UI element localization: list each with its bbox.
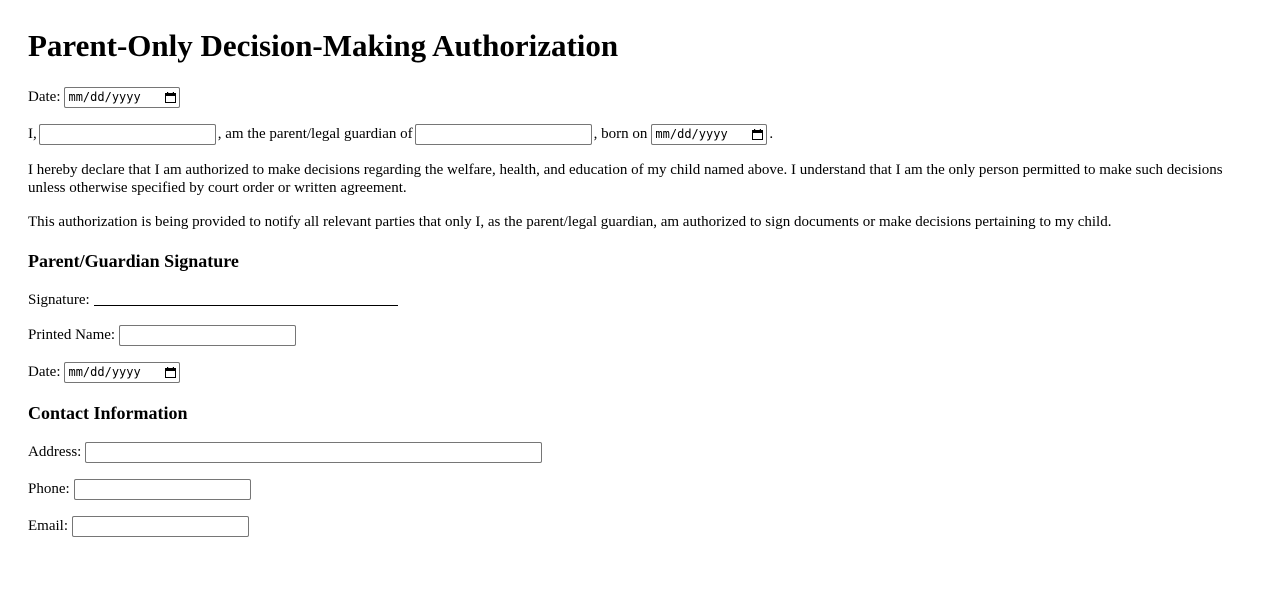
child-birthdate-picker[interactable] xyxy=(651,124,767,145)
declaration-row xyxy=(28,123,773,145)
printed-name-input[interactable] xyxy=(119,325,296,346)
parent-name-input[interactable] xyxy=(39,124,216,145)
email-row xyxy=(28,515,251,537)
declaration-middle-text: , am the parent/legal guardian of xyxy=(217,126,413,142)
date-label: Date: xyxy=(28,89,61,105)
address-label: Address: xyxy=(28,444,82,460)
signature-date-placeholder: mm/dd/yyyy xyxy=(68,365,141,379)
date-row xyxy=(28,86,182,108)
phone-row xyxy=(28,478,253,500)
signature-section-heading: Parent/Guardian Signature xyxy=(28,251,239,271)
phone-label: Phone: xyxy=(28,481,70,497)
born-on-text: , born on xyxy=(593,126,648,142)
email-label: Email: xyxy=(28,518,68,534)
address-row xyxy=(28,441,544,463)
email-input[interactable] xyxy=(72,516,249,537)
signature-date-picker[interactable] xyxy=(64,362,180,383)
date-picker[interactable] xyxy=(64,87,180,108)
contact-section-heading: Contact Information xyxy=(28,403,188,423)
calendar-icon[interactable] xyxy=(165,367,176,378)
notification-paragraph: This authorization is being provided to notify all relevant parties that only I, as the parent/legal guardian, am authorized to sign documents or make decisions pertaining to my child. xyxy=(28,214,1112,230)
signature-date-row xyxy=(28,361,182,383)
declaration-prefix: I, xyxy=(28,126,37,142)
phone-input[interactable] xyxy=(74,479,251,500)
declaration-suffix: . xyxy=(769,126,774,142)
birthdate-placeholder: mm/dd/yyyy xyxy=(655,127,728,141)
signature-label: Signature: xyxy=(28,292,90,308)
declaration-paragraph: I hereby declare that I am authorized to make decisions regarding the welfare, health, and education of my child named above. I understand that I am the only person permitted to make such decisions unless otherwise specified by court order or written agreement. xyxy=(28,162,1223,196)
signature-line[interactable] xyxy=(94,291,398,306)
address-input[interactable] xyxy=(85,442,542,463)
child-name-input[interactable] xyxy=(415,124,592,145)
calendar-icon[interactable] xyxy=(752,129,763,140)
signature-date-label: Date: xyxy=(28,364,61,380)
printed-name-label: Printed Name: xyxy=(28,327,116,343)
signature-row xyxy=(28,289,398,311)
page-title: Parent-Only Decision-Making Authorization xyxy=(28,28,619,63)
date-placeholder: mm/dd/yyyy xyxy=(68,90,141,104)
printed-name-row xyxy=(28,324,298,346)
calendar-icon[interactable] xyxy=(165,92,176,103)
